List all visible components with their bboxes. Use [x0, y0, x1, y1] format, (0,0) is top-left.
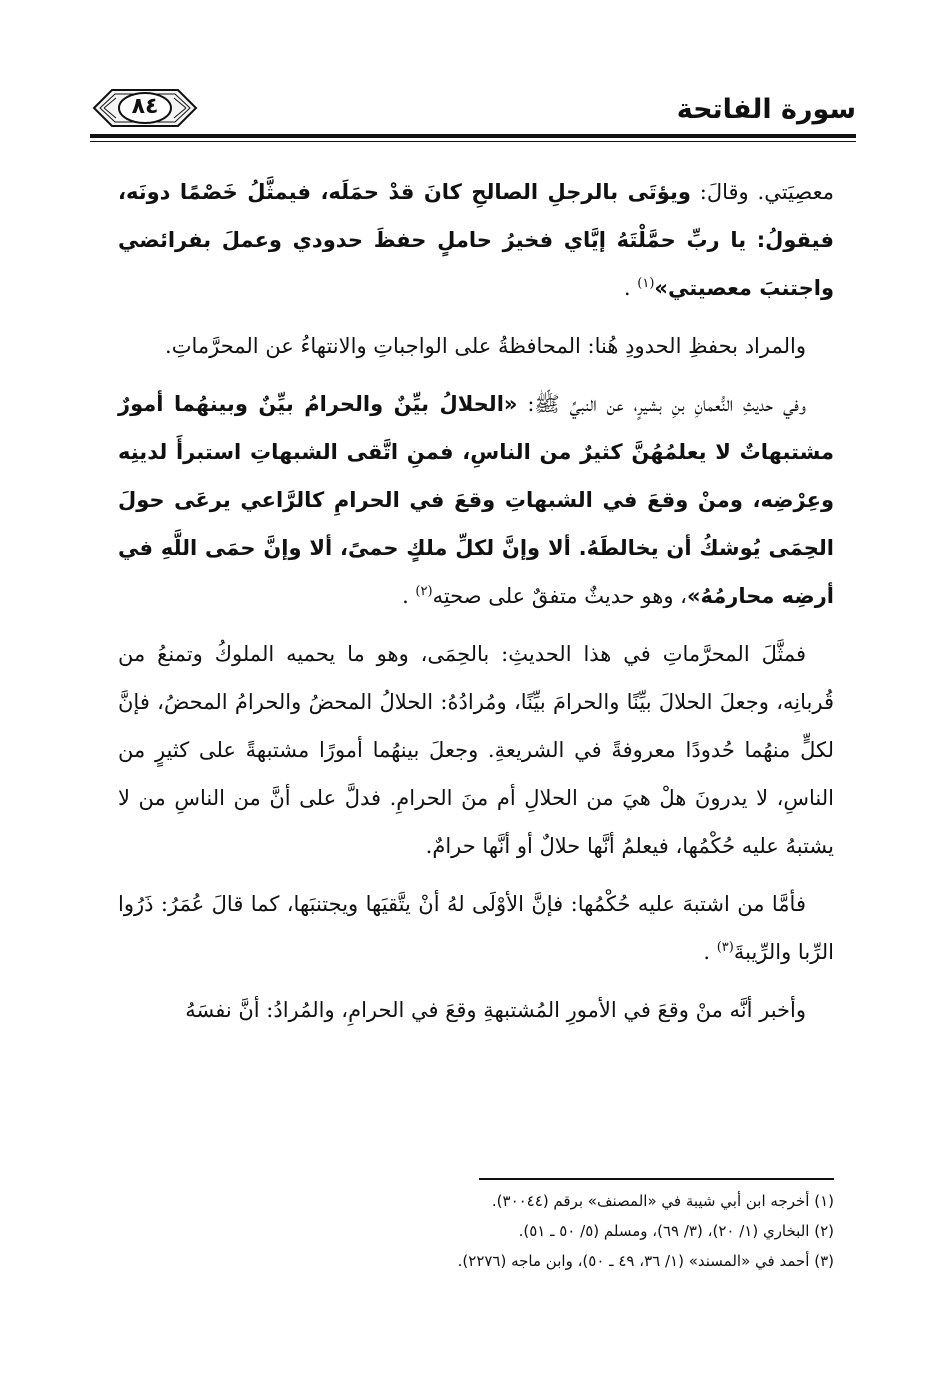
- header-rule-thin: [90, 141, 856, 142]
- header-rule-thick: [90, 134, 856, 138]
- paragraph-4: فمثَّلَ المحرَّماتِ في هذا الحديثِ: بالحِمَى، وهو ما يحميه الملوكُ وتمنعُ من قُربانِه، وجعلَ الحلالَ بيِّنًا والحرامَ بيِّنًا، ومُرادُهُ: الحلالُ المحضُ والحرامُ المحضُ، فإنَّ لكلٍّ منهُما حُدودًا معروفةً في الشريعةِ. وجعلَ بينهُما أمورًا مشتبهةً على كثيرٍ من الناسِ، لا يدرونَ هلْ هيَ من الحلالِ أم منَ الحرامِ. فدلَّ على أنَّ من الناسِ من لا يشتبهُ عليه حُكْمُها، فيعلمُ أنَّها حلالٌ أو أنَّها حرامٌ.: [118, 642, 834, 858]
- page-number: ٨٤: [131, 94, 159, 119]
- paragraph-1: [118, 168, 834, 312]
- paragraph-5: [118, 880, 834, 976]
- text-run: .: [623, 276, 638, 300]
- running-title: سورة الفاتحة: [676, 94, 856, 125]
- main-text: [118, 168, 834, 1044]
- footnote-3: (٣) أحمد في «المسند» (١/ ٣٦، ٤٩ ـ ٥٠)، وابن ماجه (٢٢٧٦).: [457, 1252, 834, 1270]
- footnote-marker: (١): [637, 276, 655, 291]
- page-number-badge: [90, 86, 200, 130]
- hadith-quote: «الحلالُ بيِّنٌ والحرامُ بيِّنٌ وبينهُما أمورٌ مشتبهاتٌ لا يعلمُهُنَّ كثيرٌ من الناسِ، فمنِ اتَّقى الشبهاتِ استبرأَ لدينِه وعِرْضِه، ومنْ وقعَ في الشبهاتِ وقعَ في الحرامِ كالرَّاعي يرعَى حولَ الحِمَى يُوشكُ أن يخالطَهُ. ألا وإنَّ لكلِّ ملكٍ حمىً، ألا وإنَّ حمَى اللَّهِ في أرضِه محارمُهُ»: [118, 392, 834, 608]
- paragraph-2: والمراد بحفظِ الحدودِ هُنا: المحافظةُ على الواجباتِ والانتهاءُ عن المحرَّماتِ.: [165, 334, 806, 358]
- text-run: فأمَّا من اشتبهَ عليه حُكْمُها: فإنَّ الأوْلَى لهُ أنْ يتَّقيَها ويجتنبَها، كما قالَ عُمَرُ: ذَرُوا الرِّبا والرِّيبةَ: [118, 892, 834, 964]
- footnote-1: (١) أخرجه ابن أبي شيبة في «المصنف» برقم (٣٠٠٤٤).: [491, 1192, 834, 1210]
- footnote-marker: (٣): [716, 940, 734, 955]
- footnote-separator: [479, 1178, 834, 1180]
- text-run: ، وهو حديثٌ متفقٌ على صحتِه: [432, 584, 687, 608]
- paragraph-3: [118, 380, 834, 620]
- hadith-quote: ويؤتَى بالرجلِ الصالحِ كانَ قدْ حمَلَه، فيمثَّلُ خَصْمًا دونَه، فيقولُ: يا ربِّ حمَّلْتَهُ إيَّاي فخيرُ حاملٍ حفظَ حدودي وعملَ بفرائضي واجتنبَ معصيتي»: [118, 180, 834, 300]
- text-run: .: [402, 584, 416, 608]
- text-run: معصِيَتي. وقالَ:: [690, 180, 834, 204]
- footnote-marker: (٢): [415, 584, 433, 599]
- footnotes: [118, 1186, 834, 1276]
- page-header: [90, 82, 856, 144]
- text-run: وفي حديثِ النُّعمانِ بنِ بشيرٍ، عن النبيِّ ﷺ:: [517, 392, 806, 416]
- text-run: .: [703, 940, 717, 964]
- footnote-2: (٢) البخاري (١/ ٢٠)، (٣/ ٦٩)، ومسلم (٥/ ٥٠ ـ ٥١).: [518, 1222, 834, 1240]
- paragraph-6: وأخبر أنَّه منْ وقعَ في الأمورِ المُشتبهةِ وقعَ في الحرامِ، والمُرادُ: أنَّ نفسَهُ: [185, 998, 806, 1022]
